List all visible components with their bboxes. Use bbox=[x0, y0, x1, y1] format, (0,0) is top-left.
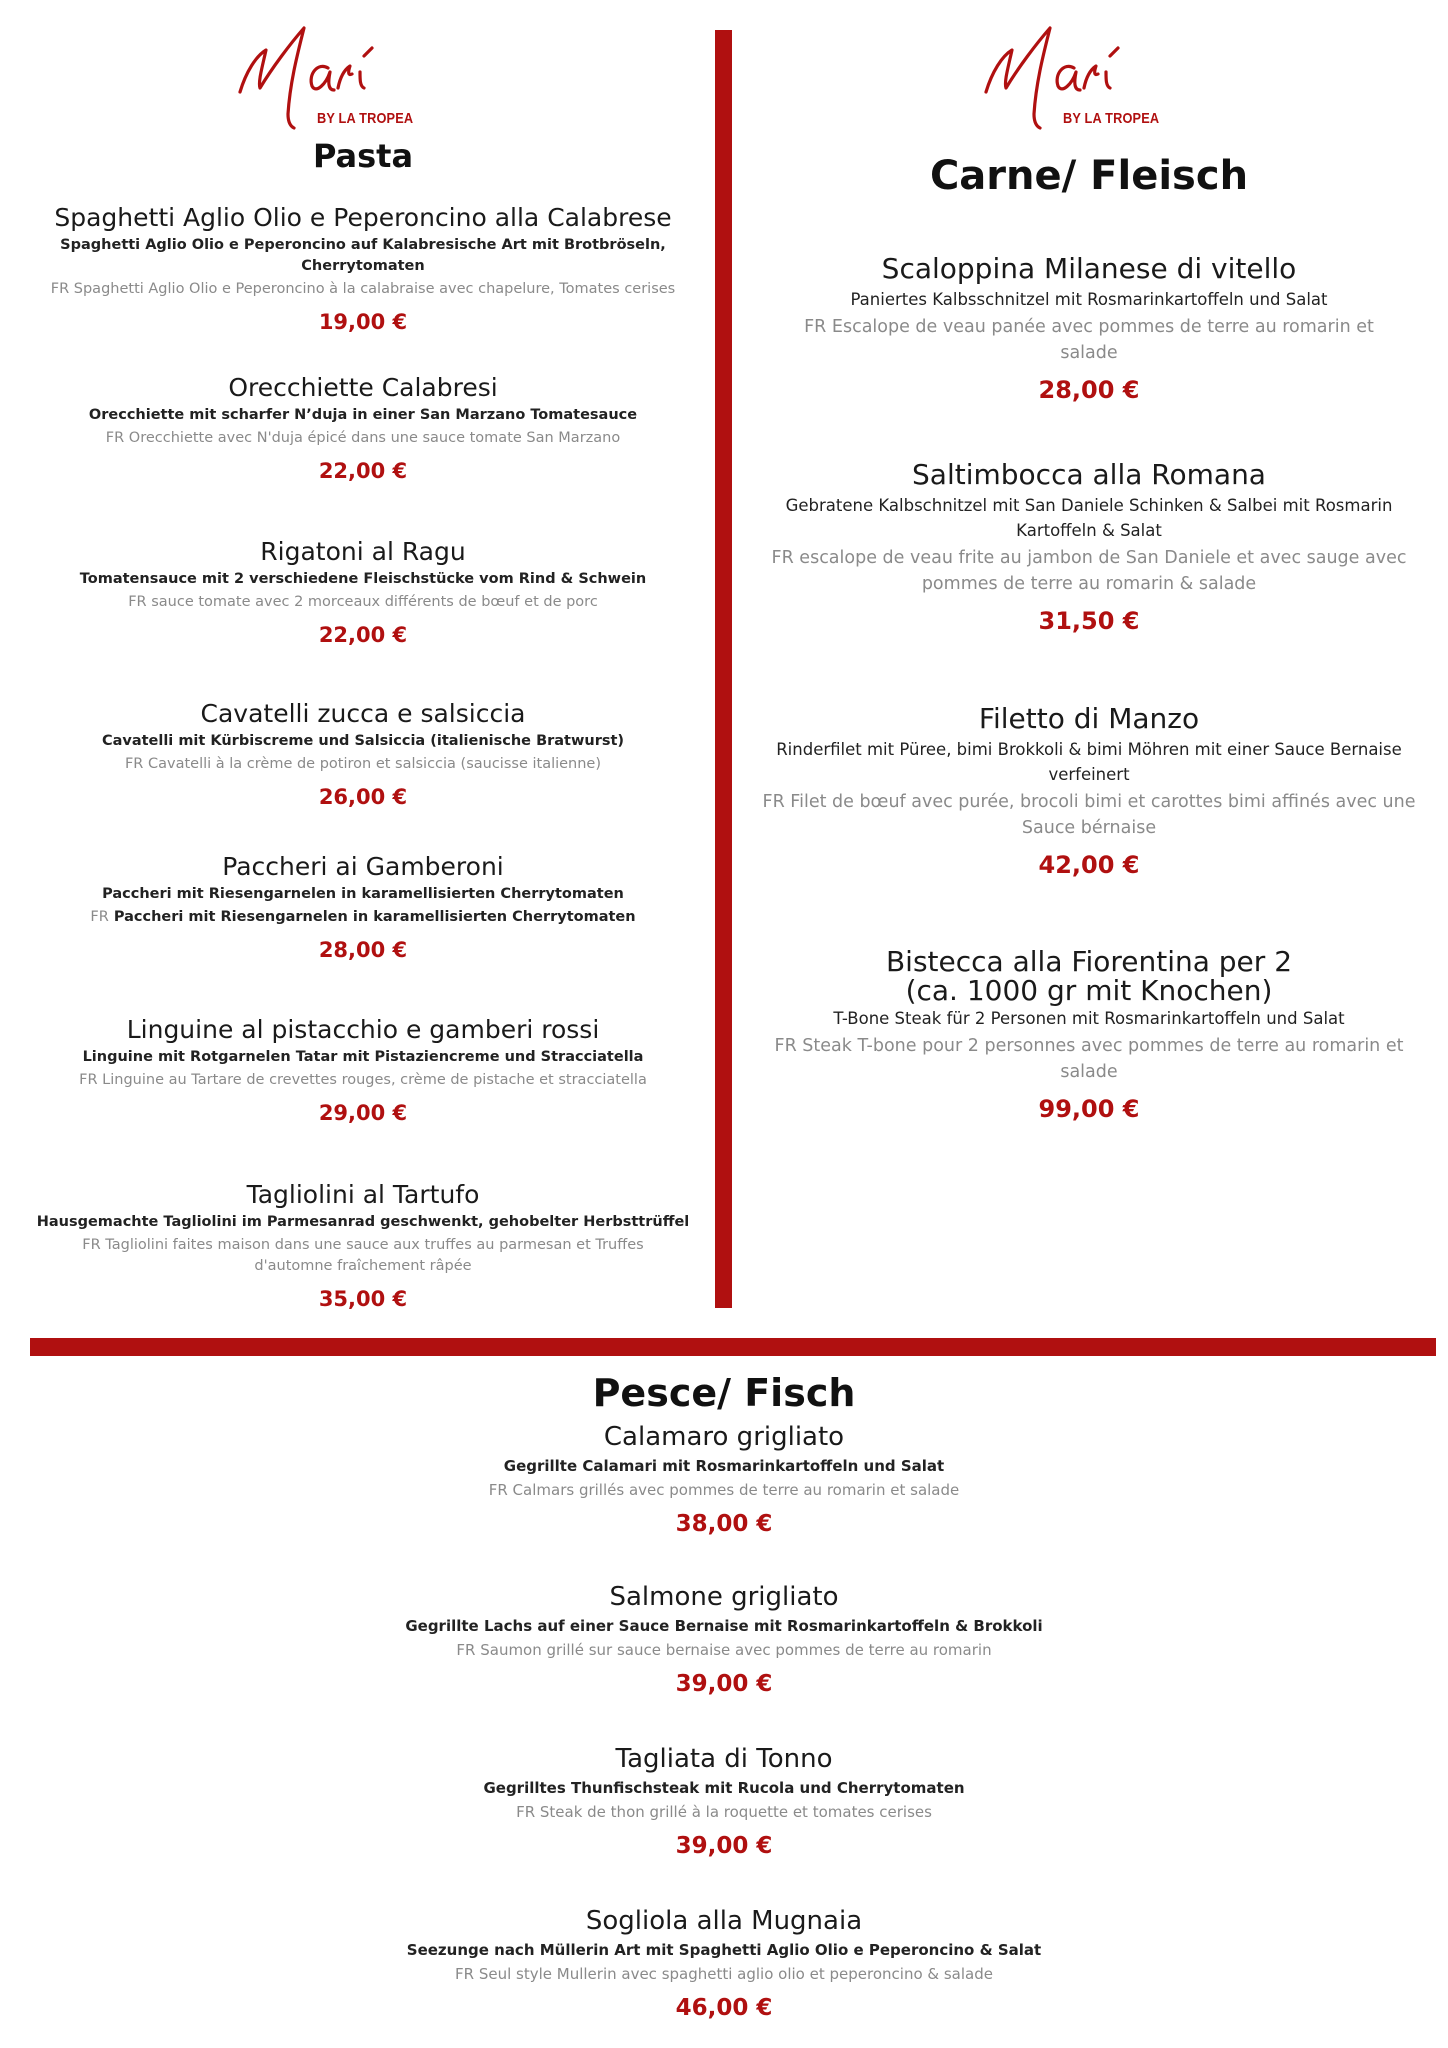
item-name: Tagliata di Tonno bbox=[615, 1744, 833, 1774]
menu-item bbox=[0, 538, 726, 648]
item-price: 31,50 € bbox=[1038, 607, 1140, 635]
item-price: 19,00 € bbox=[318, 310, 408, 334]
item-description-de: T-Bone Steak für 2 Personen mit Rosmarinkartoffeln und Salat bbox=[833, 1009, 1345, 1028]
menu-item bbox=[730, 460, 1448, 635]
menu-item bbox=[730, 945, 1448, 1123]
item-description-de: Spaghetti Aglio Olio e Peperoncino auf Kalabresische Art mit Brotbröseln, Cherrytomaten bbox=[60, 237, 666, 274]
item-description-de: Tomatensauce mit 2 verschiedene Fleischstücke vom Rind & Schwein bbox=[79, 571, 647, 587]
item-description-de: Gegrillte Lachs auf einer Sauce Bernaise mit Rosmarinkartoffeln & Brokkoli bbox=[405, 1617, 1043, 1635]
item-description-de: Linguine mit Rotgarnelen Tatar mit Pistaziencreme und Stracciatella bbox=[82, 1049, 644, 1065]
item-name: Scaloppina Milanese di vitello bbox=[881, 252, 1297, 285]
item-price: 38,00 € bbox=[675, 1511, 773, 1537]
item-description-fr: FR Saumon grillé sur sauce bernaise avec pommes de terre au romarin bbox=[456, 1641, 992, 1659]
item-description-fr bbox=[18, 907, 708, 928]
item-price: 42,00 € bbox=[1038, 851, 1140, 879]
item-name-line2: (ca. 1000 gr mit Knochen) bbox=[905, 974, 1273, 1007]
menu-item bbox=[0, 1181, 726, 1312]
item-price: 26,00 € bbox=[318, 785, 408, 809]
item-description-de: Paccheri mit Riesengarnelen in karamellisierten Cherrytomaten bbox=[102, 886, 624, 902]
item-price: 28,00 € bbox=[1038, 376, 1140, 404]
item-name: Salmone grigliato bbox=[609, 1582, 839, 1612]
item-price: 22,00 € bbox=[318, 623, 408, 647]
menu-item bbox=[0, 700, 726, 810]
item-description-de: Gebratene Kalbschnitzel mit San Daniele Schinken & Salbei mit Rosmarin Kartoffeln & Salat bbox=[785, 496, 1393, 540]
item-description-fr: FR Orecchiette avec N'duja épicé dans une sauce tomate San Marzano bbox=[105, 430, 621, 446]
item-name: Spaghetti Aglio Olio e Peperoncino alla Calabrese bbox=[54, 203, 672, 232]
item-name: Tagliolini al Tartufo bbox=[246, 1180, 480, 1209]
menu-item bbox=[0, 1906, 1448, 2022]
item-description-de: Cavatelli mit Kürbiscreme und Salsiccia (italienische Bratwurst) bbox=[101, 733, 625, 749]
menu-item bbox=[0, 1582, 1448, 1698]
brand-logo bbox=[978, 22, 1198, 132]
item-name: Cavatelli zucca e salsiccia bbox=[200, 699, 526, 728]
item-name: Calamaro grigliato bbox=[603, 1422, 845, 1452]
item-price: 39,00 € bbox=[675, 1833, 773, 1859]
horizontal-divider bbox=[30, 1338, 1436, 1356]
item-description-de: Hausgemachte Tagliolini im Parmesanrad geschwenkt, gehobelter Herbsttrüffel bbox=[36, 1214, 690, 1230]
menu-item bbox=[0, 1016, 726, 1126]
item-description-de: Rinderfilet mit Püree, bimi Brokkoli & bimi Möhren mit einer Sauce Bernaise verfeinert bbox=[776, 740, 1402, 784]
item-description-fr: FR Steak de thon grillé à la roquette et tomates cerises bbox=[516, 1803, 932, 1821]
item-price: 39,00 € bbox=[675, 1671, 773, 1697]
menu-item bbox=[730, 254, 1448, 404]
item-description-fr: FR Cavatelli à la crème de potiron et salsiccia (saucisse italienne) bbox=[124, 756, 602, 772]
item-description-fr: FR Escalope de veau panée avec pommes de terre au romarin et salade bbox=[804, 317, 1374, 363]
item-name: Linguine al pistacchio e gamberi rossi bbox=[126, 1015, 600, 1044]
fr-prefix: FR bbox=[90, 909, 109, 925]
item-description-de: Paniertes Kalbsschnitzel mit Rosmarinkartoffeln und Salat bbox=[850, 290, 1328, 309]
item-name: Bistecca alla Fiorentina per 2 bbox=[885, 945, 1293, 978]
item-price: 46,00 € bbox=[675, 1995, 773, 2021]
item-name: Paccheri ai Gamberoni bbox=[222, 852, 504, 881]
item-price: 28,00 € bbox=[318, 938, 408, 962]
item-description-de: Orecchiette mit scharfer N’duja in einer San Marzano Tomatesauce bbox=[88, 407, 638, 423]
menu-item bbox=[0, 1744, 1448, 1860]
fr-text: Paccheri mit Riesengarnelen in karamellisierten Cherrytomaten bbox=[108, 909, 636, 925]
item-description-de: Gegrilltes Thunfischsteak mit Rucola und Cherrytomaten bbox=[483, 1779, 965, 1797]
item-name: Orecchiette Calabresi bbox=[228, 373, 498, 402]
item-price: 99,00 € bbox=[1038, 1095, 1140, 1123]
item-description-fr: FR Steak T-bone pour 2 personnes avec pommes de terre au romarin et salade bbox=[774, 1036, 1404, 1082]
item-name: Filetto di Manzo bbox=[978, 702, 1200, 735]
section-title-pasta: Pasta bbox=[312, 137, 414, 175]
item-price: 29,00 € bbox=[318, 1101, 408, 1125]
item-description-fr: FR sauce tomate avec 2 morceaux différents de bœuf et de porc bbox=[128, 594, 598, 610]
item-name: Saltimbocca alla Romana bbox=[912, 458, 1266, 491]
section-title-pesce: Pesce/ Fisch bbox=[592, 1371, 856, 1415]
item-price: 22,00 € bbox=[318, 459, 408, 483]
item-description-fr: FR Spaghetti Aglio Olio e Peperoncino à la calabraise avec chapelure, Tomates cerises bbox=[50, 281, 676, 297]
menu-item bbox=[0, 374, 726, 484]
item-name: Sogliola alla Mugnaia bbox=[585, 1906, 863, 1936]
menu-item bbox=[0, 853, 726, 963]
item-price: 35,00 € bbox=[318, 1287, 408, 1311]
menu-item bbox=[0, 1422, 1448, 1538]
section-title-carne: Carne/ Fleisch bbox=[929, 153, 1249, 199]
menu-item bbox=[0, 204, 726, 335]
pasta-section bbox=[0, 0, 726, 1330]
item-description-fr: FR Calmars grillés avec pommes de terre au romarin et salade bbox=[488, 1481, 960, 1499]
pesce-section bbox=[0, 1360, 1448, 2048]
item-description-fr: FR Linguine au Tartare de crevettes rouges, crème de pistache et stracciatella bbox=[79, 1072, 647, 1088]
item-name: Rigatoni al Ragu bbox=[260, 537, 466, 566]
item-description-fr: FR escalope de veau frite au jambon de San Daniele et avec sauge avec pommes de terre au romarin & salade bbox=[771, 548, 1407, 594]
item-description-de: Gegrillte Calamari mit Rosmarinkartoffeln und Salat bbox=[503, 1457, 945, 1475]
item-description-fr: FR Seul style Mullerin avec spaghetti aglio olio et peperoncino & salade bbox=[455, 1965, 993, 1983]
logo-subtitle: BY LA TROPEA bbox=[317, 110, 414, 127]
menu-item bbox=[730, 704, 1448, 879]
item-description-fr: FR Filet de bœuf avec purée, brocoli bimi et carottes bimi affinés avec une Sauce bérnaise bbox=[762, 792, 1416, 838]
item-description-de: Seezunge nach Müllerin Art mit Spaghetti Aglio Olio e Peperoncino & Salat bbox=[406, 1941, 1042, 1959]
brand-logo bbox=[232, 22, 452, 132]
logo-subtitle: BY LA TROPEA bbox=[1063, 110, 1160, 127]
item-description-fr: FR Tagliolini faites maison dans une sauce aux truffes au parmesan et Truffes d'automne fraîchement râpée bbox=[82, 1237, 644, 1274]
carne-section bbox=[730, 0, 1448, 1330]
